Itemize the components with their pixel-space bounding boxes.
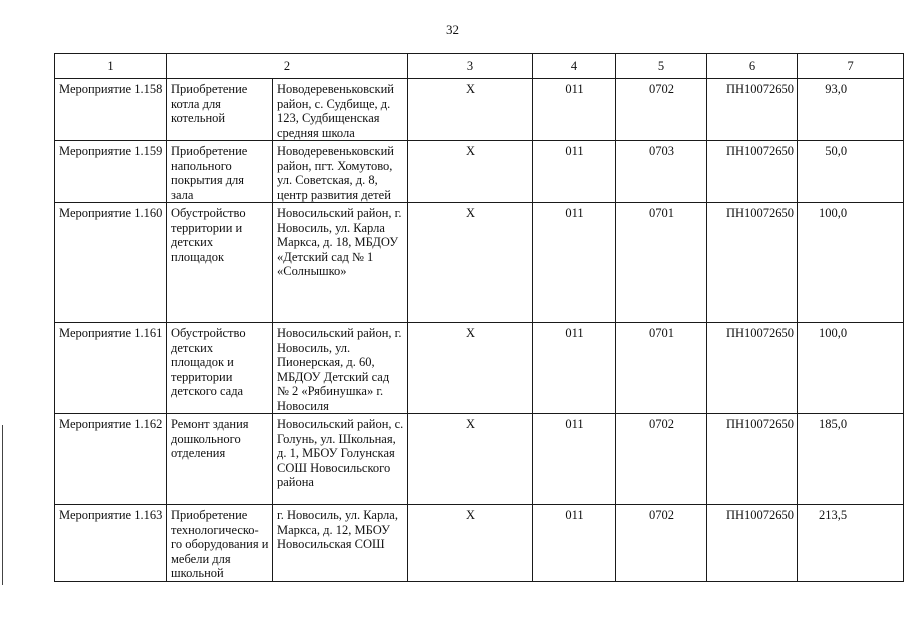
page-number: 32 [446, 22, 459, 37]
cell-col5: 0702 [616, 414, 707, 505]
measure-name: Приобретение технологическо-го оборудования и мебели для школьной [167, 505, 273, 582]
table-row [55, 203, 904, 323]
cell-col7: 93,0 [798, 79, 904, 141]
cell-col6: ПН10072650 [707, 141, 798, 203]
measure-code: Мероприятие 1.163 [55, 505, 167, 582]
measure-name: Обустройство территории и детских площадок [167, 203, 273, 323]
cell-col5: 0702 [616, 79, 707, 141]
budget-measures-table [54, 53, 904, 582]
measure-code: Мероприятие 1.162 [55, 414, 167, 505]
measure-code: Мероприятие 1.160 [55, 203, 167, 323]
column-header: 6 [707, 54, 798, 79]
column-header: 1 [55, 54, 167, 79]
cell-col7: 185,0 [798, 414, 904, 505]
measure-code: Мероприятие 1.161 [55, 323, 167, 414]
measure-address: Новосильский район, с. Голунь, ул. Школьная, д. 1, МБОУ Голунская СОШ Новосильского района [273, 414, 408, 505]
measure-address: Новосильский район, г. Новосиль, ул. Пионерская, д. 60, МБДОУ Детский сад № 2 «Рябинушка» г. Новосиля [273, 323, 408, 414]
cell-col4: 011 [533, 79, 616, 141]
cell-col6: ПН10072650 [707, 505, 798, 582]
column-header: 4 [533, 54, 616, 79]
cell-col6: ПН10072650 [707, 414, 798, 505]
table-row [55, 505, 904, 582]
cell-col3: Х [408, 505, 533, 582]
cell-col4: 011 [533, 203, 616, 323]
cell-col3: Х [408, 203, 533, 323]
cell-col5: 0701 [616, 203, 707, 323]
table-header-row [55, 54, 904, 79]
table-row [55, 79, 904, 141]
cell-col6: ПН10072650 [707, 79, 798, 141]
cell-col5: 0701 [616, 323, 707, 414]
cell-col3: Х [408, 79, 533, 141]
measure-name: Ремонт здания дошкольного отделения [167, 414, 273, 505]
cell-col6: ПН10072650 [707, 203, 798, 323]
cell-col4: 011 [533, 414, 616, 505]
measure-name: Приобретение котла для котельной [167, 79, 273, 141]
measure-code: Мероприятие 1.159 [55, 141, 167, 203]
cell-col7: 100,0 [798, 323, 904, 414]
measure-address: Новодеревеньковский район, с. Судбище, д. 123, Судбищенская средняя школа [273, 79, 408, 141]
cell-col4: 011 [533, 141, 616, 203]
measure-name: Обустройство детских площадок и территории детского сада [167, 323, 273, 414]
table-row [55, 323, 904, 414]
table-row [55, 414, 904, 505]
cell-col4: 011 [533, 323, 616, 414]
cell-col6: ПН10072650 [707, 323, 798, 414]
margin-scan-mark [2, 425, 3, 585]
measure-address: Новосильский район, г. Новосиль, ул. Карла Маркса, д. 18, МБДОУ «Детский сад № 1 «Солнышко» [273, 203, 408, 323]
measure-code: Мероприятие 1.158 [55, 79, 167, 141]
cell-col7: 213,5 [798, 505, 904, 582]
measure-name: Приобретение напольного покрытия для зала [167, 141, 273, 203]
column-header: 5 [616, 54, 707, 79]
cell-col7: 50,0 [798, 141, 904, 203]
cell-col3: Х [408, 323, 533, 414]
column-header: 3 [408, 54, 533, 79]
cell-col3: Х [408, 414, 533, 505]
column-header: 2 [167, 54, 408, 79]
cell-col5: 0703 [616, 141, 707, 203]
table-row [55, 141, 904, 203]
measure-address: г. Новосиль, ул. Карла, Маркса, д. 12, МБОУ Новосильская СОШ [273, 505, 408, 582]
cell-col4: 011 [533, 505, 616, 582]
cell-col3: Х [408, 141, 533, 203]
cell-col5: 0702 [616, 505, 707, 582]
cell-col7: 100,0 [798, 203, 904, 323]
column-header: 7 [798, 54, 904, 79]
measure-address: Новодеревеньковский район, пгт. Хомутово, ул. Советская, д. 8, центр развития детей [273, 141, 408, 203]
